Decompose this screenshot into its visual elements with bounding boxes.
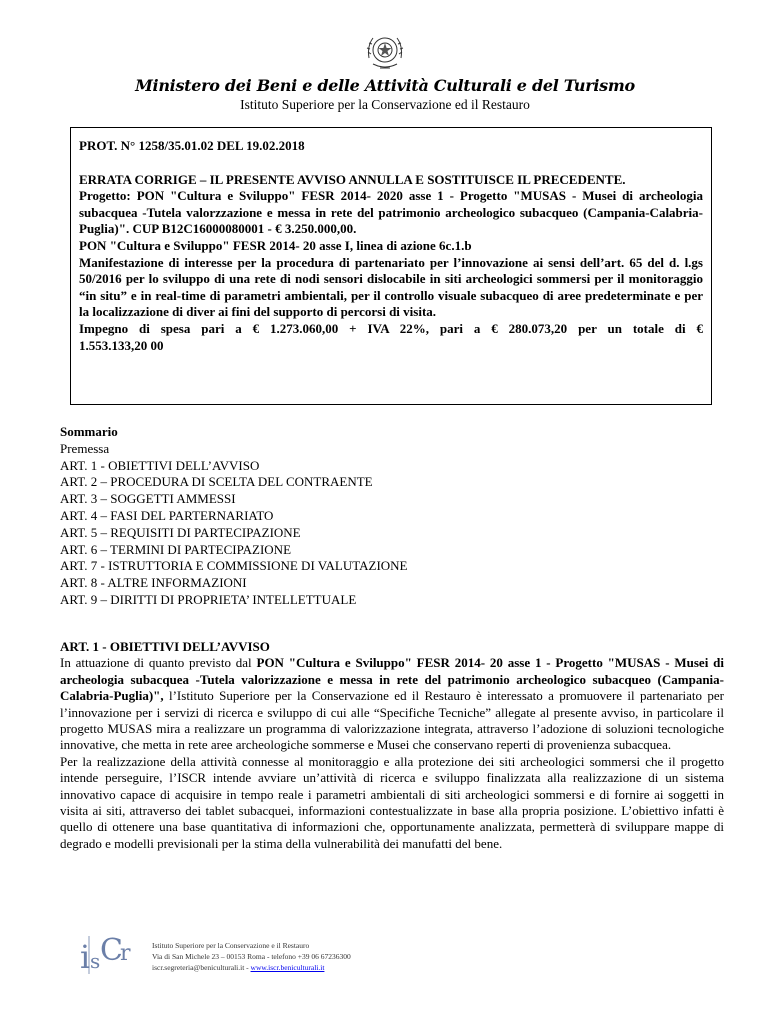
- ministry-heading: Ministero dei Beni e delle Attività Culturali e del Turismo: [135, 76, 635, 95]
- summary-item: ART. 8 - ALTRE INFORMAZIONI: [60, 575, 247, 591]
- manifest-description: Manifestazione di interesse per la procedura di partenariato per l’innovazione ai sensi dell’art. 65 del d. l.gs 50/2016 per lo sviluppo di una rete di nodi sensori dislocabile in siti archeologici sommersi per il monitoraggio “in situ” e in real-time di parametri ambientali, per il controllo visuale subacqueo di aree predeterminate e per la localizzazione di diver ai fini del supporto di percorsi di visita.: [79, 254, 703, 320]
- article-1-title: ART. 1 - OBIETTIVI DELL’AVVISO: [60, 639, 270, 654]
- summary-title: Sommario: [60, 424, 118, 439]
- footer-website-link[interactable]: www.iscr.beniculturali.it: [250, 963, 325, 972]
- article-1-paragraph-1: [60, 655, 724, 753]
- spending-commitment: Impegno di spesa pari a € 1.273.060,00 + IVA 22%, pari a € 280.073,20 per un totale di €: [79, 320, 703, 336]
- institute-subheading: Istituto Superiore per la Conservazione ed il Restauro: [240, 97, 530, 112]
- article-1-section: [60, 639, 724, 852]
- summary-item: ART. 1 - OBIETTIVI DELL’AVVISO: [60, 457, 260, 473]
- summary-item: Premessa: [60, 440, 110, 456]
- pon-line: PON "Cultura e Sviluppo" FESR 2014- 20 asse I, linea di azione 6c.1.b: [79, 237, 472, 253]
- article-1-paragraph-2: Per la realizzazione della attività connesse al monitoraggio e alla protezione dei siti archeologici sommersi che il progetto intende perseguire, l’ISCR intende avviare un’attività di ricerca e sviluppo finalizzata alla realizzazione di un sistema innovativo capace di acquisire in tempo reale i parametri ambientali di siti archeologici sommersi e di fornire ai soggetti in visita ai siti, attraverso dei tablet subacquei, informazioni contestualizzate in base alla propria posizione. L’obiettivo infatti è quello di ottenere una base quantitativa di informazioni che, opportunamente analizzata, permetterà di sviluppare mappe di degrado e modelli previsionali per la stima della vulnerabilità dei manufatti del bene.: [60, 753, 724, 851]
- project-title: Progetto: PON "Cultura e Sviluppo" FESR 2014- 2020 asse 1 - Progetto "MUSAS - Musei di archeologia subacquea -Tutela valorzzazione e messa in rete del patrimonio archeologico subacqueo (Campania-Calabria-Puglia)". CUP B12C16000080001 - € 3.250.000,00.: [79, 188, 703, 237]
- svg-text:C: C: [100, 933, 123, 968]
- footer-email: iscr.segreteria@beniculturali.it -: [152, 963, 251, 972]
- notice-box: [70, 127, 712, 405]
- summary-item: ART. 9 – DIRITTI DI PROPRIETA’ INTELLETTUALE: [60, 591, 357, 607]
- protocol-number: PROT. N° 1258/35.01.02 DEL 19.02.2018: [79, 138, 305, 153]
- errata-notice: ERRATA CORRIGE – IL PRESENTE AVVISO ANNULLA E SOSTITUISCE IL PRECEDENTE.: [79, 171, 626, 187]
- summary-list: [60, 441, 720, 609]
- paragraph-project-reference: PON "Cultura e Sviluppo" FESR 2014- 20 asse 1 - Progetto "MUSAS - Musei di archeologia subacquea -Tutela valorizzazione e messa in rete del patrimonio archeologico subacqueo (Campania-Calabria-Puglia)",: [60, 655, 724, 704]
- footer-institute-name: Istituto Superiore per la Conservazione e il Restauro: [152, 941, 310, 950]
- republic-emblem-icon: [363, 30, 407, 74]
- paragraph-intro: In attuazione di quanto previsto dal: [60, 655, 257, 671]
- footer-contact: [152, 940, 351, 973]
- footer-email-line: [152, 962, 351, 973]
- table-of-contents: [60, 424, 720, 609]
- summary-item: ART. 3 – SOGGETTI AMMESSI: [60, 491, 236, 507]
- summary-item: ART. 6 – TERMINI DI PARTECIPAZIONE: [60, 541, 292, 557]
- summary-item: ART. 2 – PROCEDURA DI SCELTA DEL CONTRAENTE: [60, 474, 373, 490]
- svg-text:r: r: [120, 941, 131, 966]
- spending-total: 1.553.133,20 00: [79, 337, 164, 353]
- summary-item: ART. 7 - ISTRUTTORIA E COMMISSIONE DI VALUTAZIONE: [60, 558, 408, 574]
- paragraph-body: l’Istituto Superiore per la Conservazione ed il Restauro è interessato a promuovere il partenariato per l’innovazione per i servizi di ricerca e sviluppo di cui alle “Specifiche Tecniche” allegate al presente avviso, in particolare il progetto MUSAS mira a realizzare un programma di valorizzazione integrata, attraverso l’adozione di soluzioni tecnologiche innovative, che metta in rete aree archeologiche sommerse e Musei che conservano reperti di provenienza subacquea.: [60, 688, 724, 753]
- iscr-logo-icon: [80, 930, 140, 978]
- svg-text:s: s: [90, 949, 101, 973]
- svg-text:i: i: [80, 938, 91, 976]
- summary-item: ART. 4 – FASI DEL PARTERNARIATO: [60, 507, 274, 523]
- footer-address: Via di San Michele 23 – 00153 Roma - telefono +39 06 67236300: [152, 952, 351, 961]
- summary-item: ART. 5 – REQUISITI DI PARTECIPAZIONE: [60, 524, 301, 540]
